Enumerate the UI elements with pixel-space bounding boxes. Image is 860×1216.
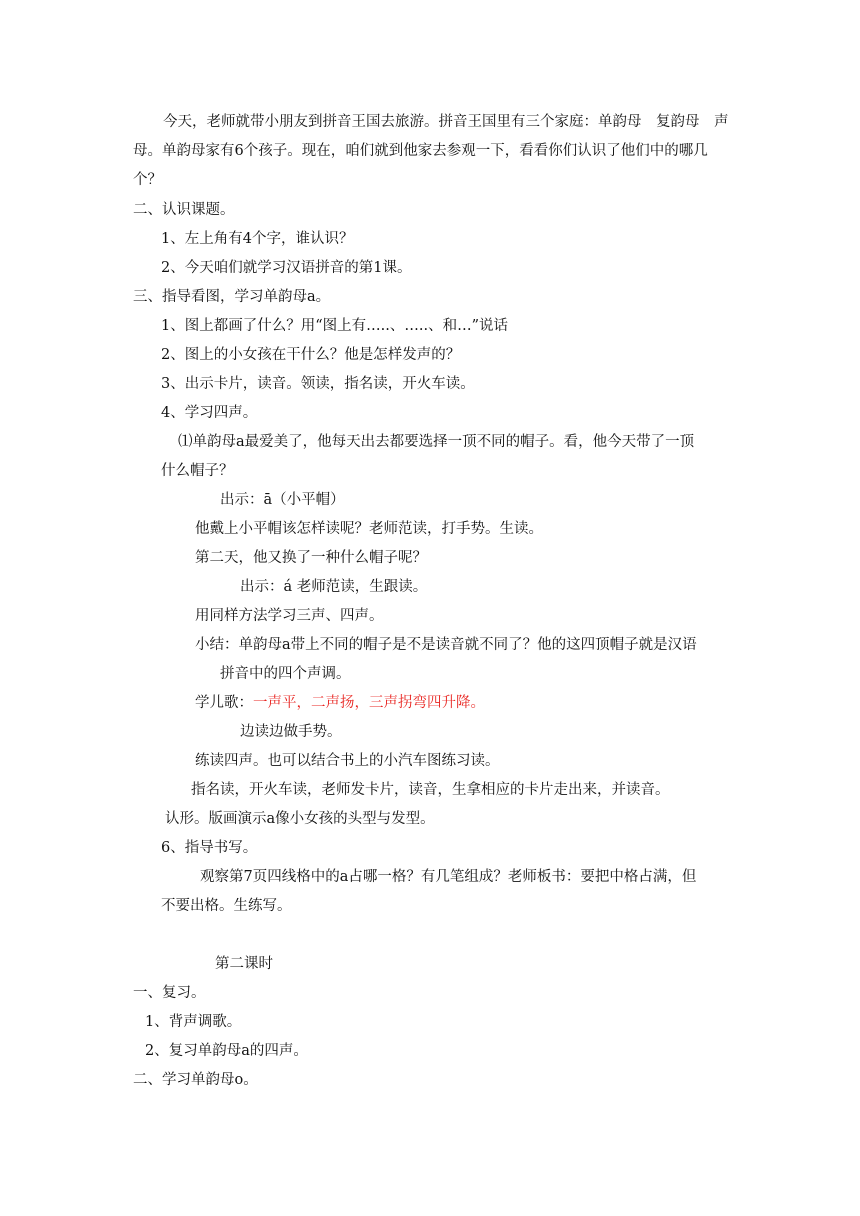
paragraph-line: 不要出格。生练写。 (161, 898, 292, 914)
paragraph-line: 观察第7页四线格中的a占哪一格？有几笔组成？老师板书：要把中格占满，但 (200, 869, 697, 885)
paragraph-line (195, 693, 485, 713)
song-label: 学儿歌： (195, 695, 253, 711)
list-item: 2、今天咱们就学习汉语拼音的第1课。 (161, 260, 412, 276)
paragraph-line: 个？ (133, 172, 162, 188)
list-item: 2、复习单韵母a的四声。 (145, 1043, 308, 1059)
list-item: 6、指导书写。 (161, 840, 258, 856)
section-heading: 二、认识课题。 (133, 202, 235, 218)
section-heading: 三、指导看图，学习单韵母a。 (133, 289, 331, 305)
paragraph-line: 小结：单韵母a带上不同的帽子是不是读音就不同了？他的这四顶帽子就是汉语 (195, 637, 697, 653)
paragraph-line: 第二天，他又换了一种什么帽子呢？ (195, 550, 427, 566)
section-heading: 二、学习单韵母o。 (133, 1072, 258, 1088)
list-item: 1、图上都画了什么？用“图上有…..、…..、和…”说话 (161, 318, 508, 334)
section-heading: 一、复习。 (133, 985, 206, 1001)
paragraph-line: 拼音中的四个声调。 (220, 666, 351, 682)
paragraph-line: ⑴单韵母a最爱美了，他每天出去都要选择一顶不同的帽子。看，他今天带了一顶 (178, 434, 695, 450)
list-item: 2、图上的小女孩在干什么？他是怎样发声的？ (161, 347, 461, 363)
paragraph-line: 出示：ā（小平帽） (220, 492, 345, 508)
list-item: 4、学习四声。 (161, 405, 258, 421)
paragraph-line: 指名读，开火车读，老师发卡片，读音，生拿相应的卡片走出来，并读音。 (191, 782, 670, 798)
paragraph-line: 练读四声。也可以结合书上的小汽车图练习读。 (195, 753, 500, 769)
lesson-title: 第二课时 (215, 956, 273, 972)
paragraph-line: 认形。版画演示a像小女孩的头型与发型。 (165, 811, 435, 827)
paragraph-line: 什么帽子？ (161, 463, 234, 479)
paragraph-line: 他戴上小平帽该怎样读呢？老师范读，打手势。生读。 (195, 521, 543, 537)
paragraph-line: 今天，老师就带小朋友到拼音王国去旅游。拼音王国里有三个家庭：单韵母 复韵母 声 (163, 114, 729, 130)
song-lyric-highlight: 一声平，二声扬，三声拐弯四升降。 (253, 695, 485, 711)
list-item: 1、背声调歌。 (145, 1014, 242, 1030)
list-item: 1、左上角有4个字，谁认识？ (161, 231, 354, 247)
list-item: 3、出示卡片，读音。领读，指名读，开火车读。 (161, 376, 475, 392)
paragraph-line: 出示：á 老师范读，生跟读。 (240, 579, 428, 595)
paragraph-line: 边读边做手势。 (240, 724, 342, 740)
paragraph-line: 母。单韵母家有6个孩子。现在，咱们就到他家去参观一下，看看你们认识了他们中的哪几 (133, 143, 708, 159)
paragraph-line: 用同样方法学习三声、四声。 (195, 608, 384, 624)
